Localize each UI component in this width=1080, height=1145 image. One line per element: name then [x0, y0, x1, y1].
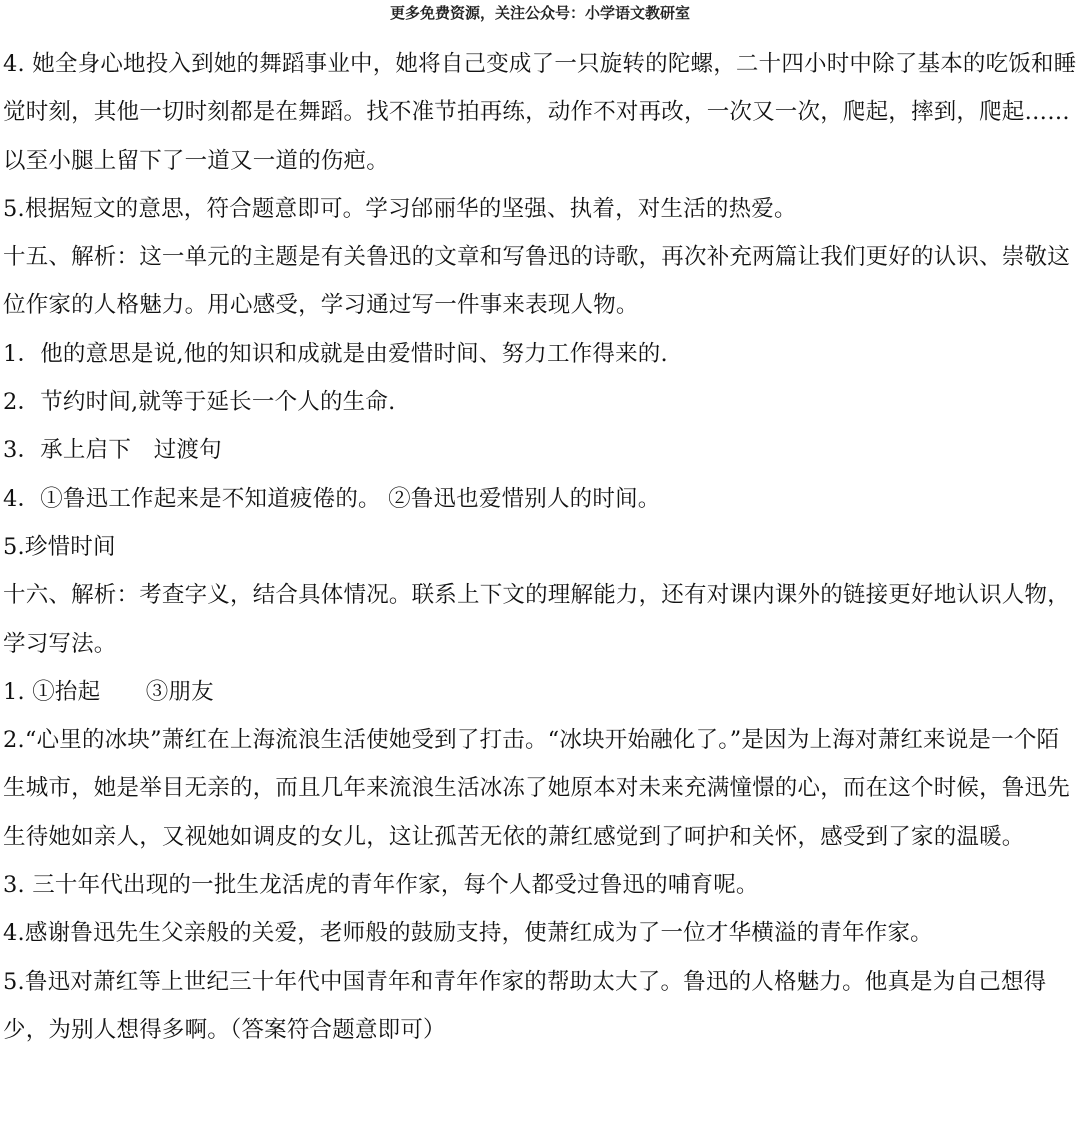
section-heading-16: 十六、解析：考查字义，结合具体情况。联系上下文的理解能力，还有对课内课外的链接更好地认识人物，学习写法。 [3, 582, 1070, 657]
answer-paragraph: 5.鲁迅对萧红等上世纪三十年代中国青年和青年作家的帮助太大了。鲁迅的人格魅力。他真是为自己想得少，为别人想得多啊。（答案符合题意即可） [3, 968, 1047, 1043]
answer-paragraph: 3．承上启下 过渡句 [3, 437, 222, 464]
answer-paragraph: 2．节约时间,就等于延长一个人的生命. [3, 389, 396, 416]
answer-paragraph: 4.感谢鲁迅先生父亲般的关爱，老师般的鼓励支持，使萧红成为了一位才华横溢的青年作家。 [3, 920, 933, 947]
section-heading-15: 十五、解析：这一单元的主题是有关鲁迅的文章和写鲁迅的诗歌，再次补充两篇让我们更好的认识、崇敬这位作家的人格魅力。用心感受，学习通过写一件事来表现人物。 [3, 244, 1070, 319]
answer-paragraph: 4. 她全身心地投入到她的舞蹈事业中，她将自己变成了一只旋转的陀螺，二十四小时中除了基本的吃饭和睡觉时刻，其他一切时刻都是在舞蹈。找不准节拍再练，动作不对再改，一次又一次，爬起，摔到，爬起……以至小腿上留下了一道又一道的伤疤。 [3, 51, 1077, 174]
answer-paragraph: 5.根据短文的意思，符合题意即可。学习邰丽华的坚强、执着，对生活的热爱。 [3, 195, 797, 222]
page-header: 更多免费资源，关注公众号：小学语文教研室 [389, 4, 690, 22]
answer-paragraph: 5.珍惜时间 [3, 533, 116, 560]
answer-paragraph: 3. 三十年代出现的一批生龙活虎的青年作家，每个人都受过鲁迅的哺育呢。 [3, 872, 759, 899]
answer-paragraph: 4．①鲁迅工作起来是不知道疲倦的。 ②鲁迅也爱惜别人的时间。 [3, 485, 661, 512]
answer-paragraph: 1．他的意思是说,他的知识和成就是由爱惜时间、努力工作得来的. [3, 340, 668, 367]
answer-paragraph: 1. ①抬起 ③朋友 [3, 678, 214, 705]
answer-document [3, 40, 1077, 1054]
answer-paragraph: 2.“心里的冰块”萧红在上海流浪生活使她受到了打击。“冰块开始融化了。”是因为上海对萧红来说是一个陌生城市，她是举目无亲的，而且几年来流浪生活冰冻了她原本对未来充满憧憬的心，而在这个时候，鲁迅先生待她如亲人，又视她如调皮的女儿，这让孤苦无依的萧红感觉到了呵护和关怀，感受到了家的温暖。 [3, 727, 1070, 850]
